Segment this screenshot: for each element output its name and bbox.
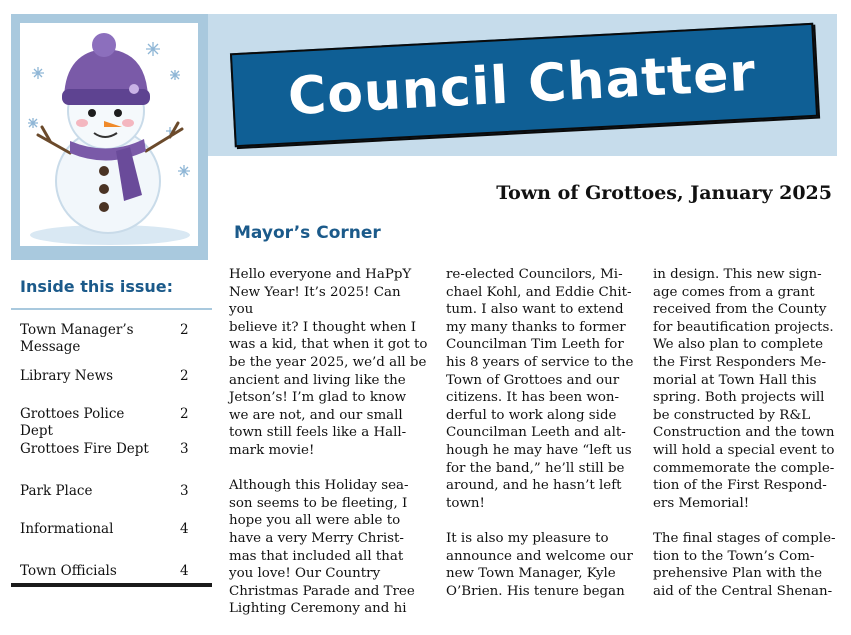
paragraph: in design. This new sign- age comes from a grant received from the County for beautification projects. We also plan to complete the First Responders Me- morial at Town Hall this spring. Both projects will be constructed by R&L Construction and the town will hold a special event to commemorate the comple- tion of the First Respond- ers Memorial! — [653, 267, 835, 511]
toc-item[interactable] — [20, 483, 210, 500]
toc-page: 2 — [180, 368, 189, 384]
toc-item[interactable] — [20, 563, 210, 580]
toc-label: Town Officials — [20, 563, 117, 579]
newsletter-title: Council Chatter — [286, 42, 758, 128]
toc-page: 3 — [180, 441, 189, 457]
toc-label: Grottoes Police Dept — [20, 406, 125, 439]
sidebar-bottom-rule — [11, 583, 212, 587]
sidebar-divider — [11, 308, 212, 310]
toc-label: Informational — [20, 521, 114, 537]
article-column-1 — [229, 266, 429, 635]
edition-line: Town of Grottoes, January 2025 — [496, 182, 832, 204]
toc-label: Library News — [20, 368, 114, 384]
toc-page: 4 — [180, 563, 189, 579]
article-column-3 — [653, 266, 838, 618]
toc-label: Grottoes Fire Dept — [20, 441, 149, 457]
toc-item[interactable] — [20, 322, 210, 356]
toc-label: Town Manager’s Message — [20, 322, 134, 355]
toc-item[interactable] — [20, 441, 210, 458]
paragraph: The final stages of comple- tion to the Town’s Com- prehensive Plan with the aid of the Central Shenan- — [653, 530, 836, 599]
paragraph: It is also my pleasure to announce and welcome our new Town Manager, Kyle O’Brien. His tenure began — [446, 530, 633, 599]
toc-page: 3 — [180, 483, 189, 499]
toc-page: 2 — [180, 406, 189, 422]
paragraph: Hello everyone and HaPpY New Year! It’s 2025! Can you believe it? I thought when I was a kid, that when it got to be the year 2025, we’d all be ancient and living like the Jetson’s! I’m glad to know we are not, and our small town still feels like a Hall- mark movie! — [229, 267, 428, 458]
article-column-2 — [446, 266, 646, 618]
paragraph: Although this Holiday sea- son seems to be fleeting, I hope you all were able to have a very Merry Christ- mas that included all that you love! Our Country Christmas Parade and Tree Lighting Ceremony and hi — [229, 478, 415, 617]
paragraph: re-elected Councilors, Mi- chael Kohl, and Eddie Chit- tum. I also want to extend my many thanks to former Councilman Tim Leeth for his 8 years of service to the Town of Grottoes and our citizens. It has been won- derful to work along side Councilman Leeth and alt- hough he may have “left us for the band,” he’ll still be around, and he hasn’t left town! — [446, 267, 634, 511]
toc-item[interactable] — [20, 368, 210, 385]
toc-page: 4 — [180, 521, 189, 537]
sidebar-title: Inside this issue: — [20, 277, 174, 296]
toc-item[interactable] — [20, 521, 210, 538]
toc-page: 2 — [180, 322, 189, 338]
section-heading: Mayor’s Corner — [234, 223, 381, 243]
toc-label: Park Place — [20, 483, 93, 499]
snowman-illustration — [20, 23, 198, 246]
toc-item[interactable] — [20, 406, 210, 440]
